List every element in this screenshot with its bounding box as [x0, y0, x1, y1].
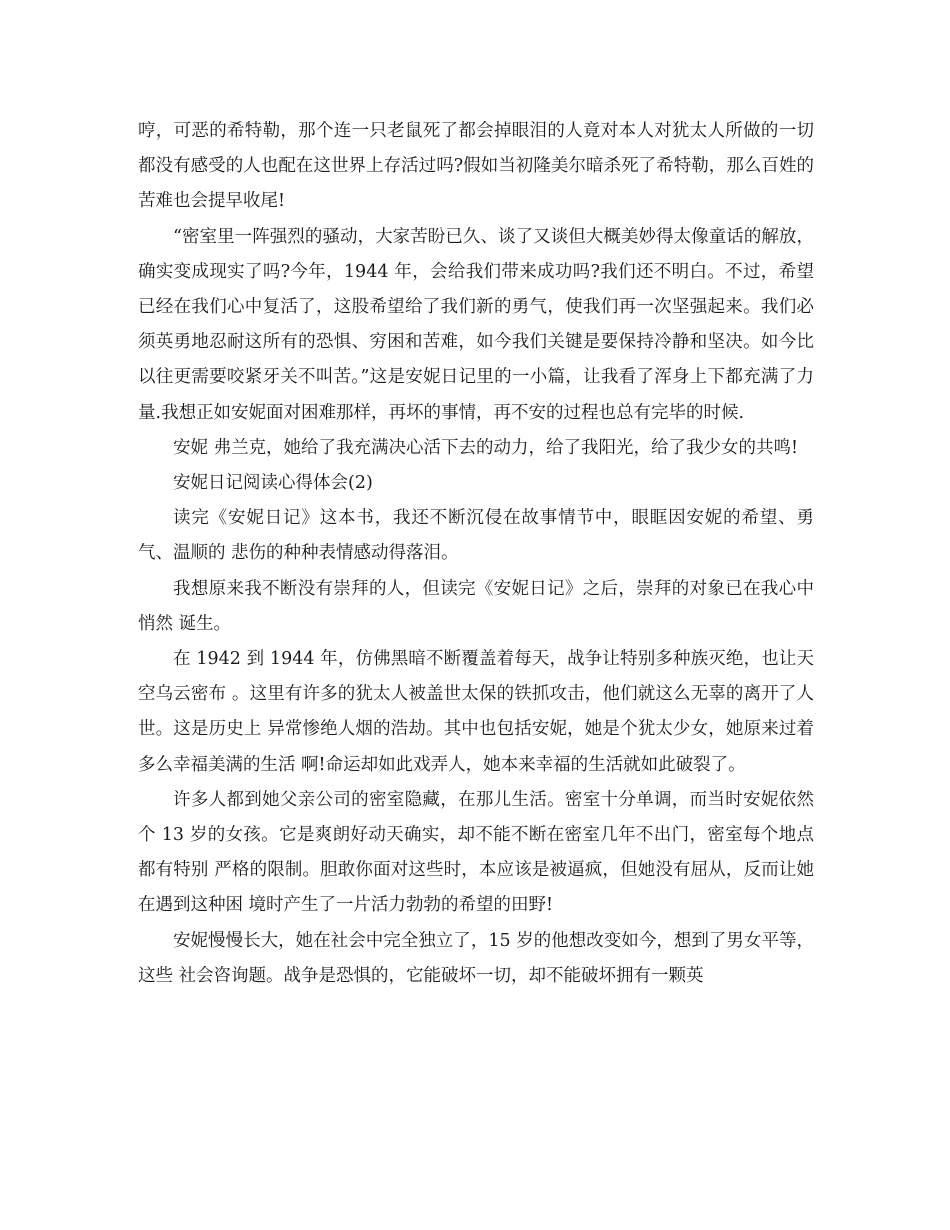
paragraph-3: 安妮 弗兰克，她给了我充满决心活下去的动力，给了我阳光，给了我少女的共鸣!	[173, 437, 799, 458]
document-body	[138, 114, 814, 994]
paragraph-1: 哼，可恶的希特勒，那个连一只老鼠死了都会掉眼泪的人竟对本人对犹太人所做的一切都没有感受的人也配在这世界上存活过吗?假如当初隆美尔暗杀死了希特勒，那么百姓的苦难也会提早收尾!	[138, 121, 814, 212]
section-heading: 安妮日记阅读心得体会(2)	[173, 473, 373, 494]
paragraph-7: 许多人都到她父亲公司的密室隐藏，在那儿生活。密室十分单调，而当时安妮依然个 13 岁的女孩。它是爽朗好动天确实，却不能不断在密室几年不出门，密室每个地点都有特别 严格的限制。胆敢你面对这些时，本应该是被逼疯，但她没有屈从，反而让她在遇到这种困 境时产生了一片活力勃勃的希望的田野!	[138, 789, 814, 916]
paragraph-6: 在 1942 到 1944 年，仿佛黑暗不断覆盖着每天，战争让特别多种族灭绝，也让天空乌云密布 。这里有许多的犹太人被盖世太保的铁抓攻击，他们就这么无辜的离开了人世。这是历史上 异常惨绝人烟的浩劫。其中也包括安妮，她是个犹太少女，她原来过着多么幸福美满的生活 啊!命运却如此戏弄人，她本来幸福的生活就如此破裂了。	[138, 649, 814, 775]
paragraph-8: 安妮慢慢长大，她在社会中完全独立了，15 岁的他想改变如今，想到了男女平等，这些 社会咨询题。战争是恐惧的，它能破坏一切，却不能破坏拥有一颗英	[138, 930, 814, 986]
paragraph-5: 我想原来我不断没有崇拜的人，但读完《安妮日记》之后，崇拜的对象已在我心中悄然 诞生。	[138, 578, 814, 634]
paragraph-2-quote: “密室里一阵强烈的骚动，大家苦盼已久、谈了又谈但大概美妙得太像童话的解放，确实变成现实了吗?今年，1944 年，会给我们带来成功吗?我们还不明白。不过，希望已经在我们心中复活了，这股希望给了我们新的勇气，使我们再一次坚强起来。我们必须英勇地忍耐这所有的恐惧、穷困和苦难，如今我们关键是要保持冷静和坚决。如今比以往更需要咬紧牙关不叫苦。”这是安妮日记里的一小篇，让我看了浑身上下都充满了力量.我想正如安妮面对困难那样，再坏的事情，再不安的过程也总有完毕的时候.	[138, 226, 814, 423]
paragraph-4: 读完《安妮日记》这本书，我还不断沉侵在故事情节中，眼眶因安妮的希望、勇气、温顺的 悲伤的种种表情感动得落泪。	[138, 508, 814, 564]
